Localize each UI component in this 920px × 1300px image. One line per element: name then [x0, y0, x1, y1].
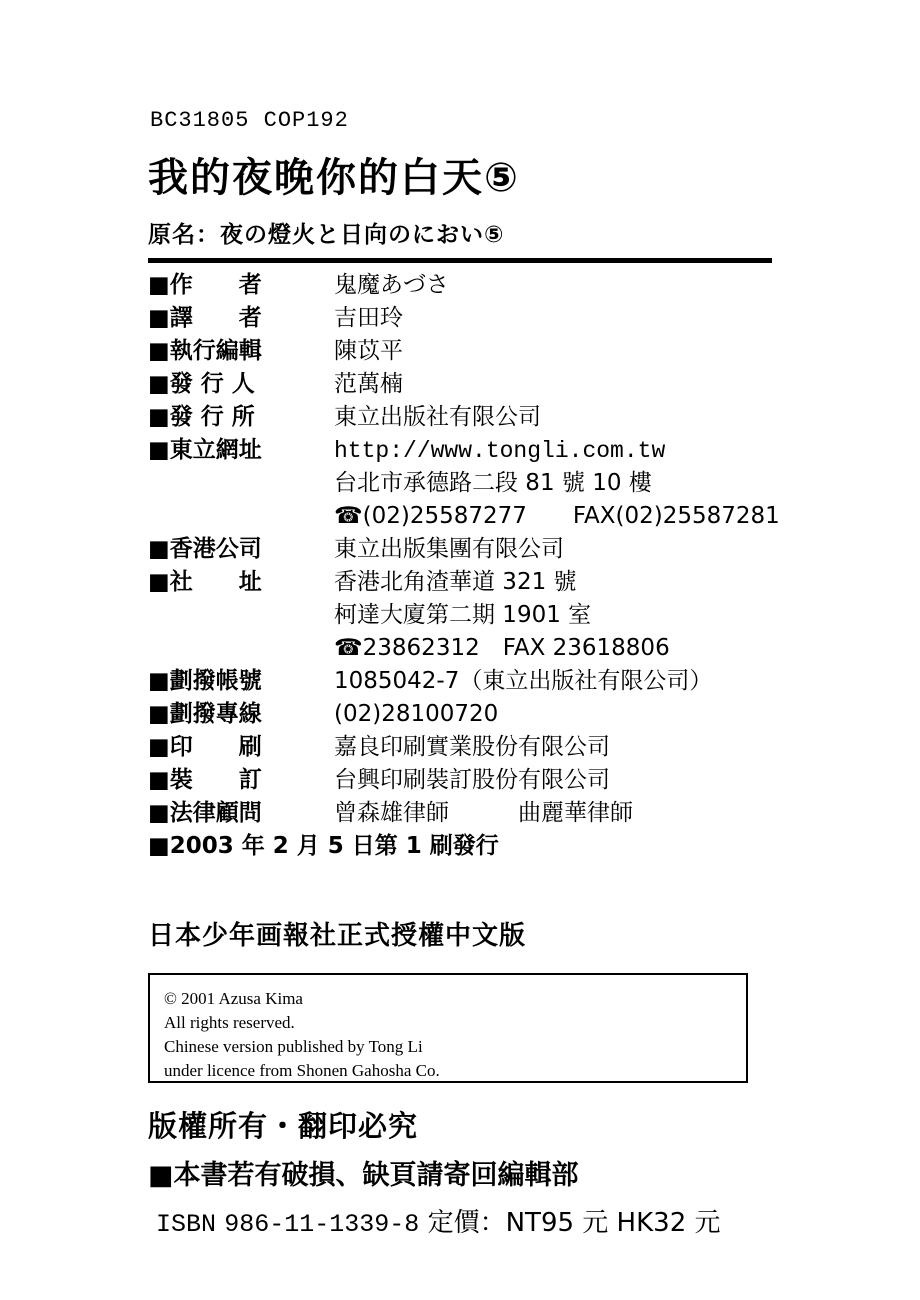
row-label: ■裝 訂	[148, 767, 262, 793]
table-row	[148, 398, 788, 431]
footer	[148, 1104, 788, 1239]
row-value: 范萬楠	[334, 371, 403, 397]
table-row-phone	[148, 497, 788, 530]
row-label: ■作 者	[148, 272, 262, 298]
hk-phone-line: ☎23862312 FAX 23618806	[334, 635, 670, 661]
table-row	[148, 695, 788, 728]
row-value: 1085042-7（東立出版社有限公司）	[334, 668, 713, 694]
price-value: NT95 元 HK32 元	[505, 1208, 721, 1238]
table-row	[148, 761, 788, 794]
table-row	[148, 794, 788, 827]
copyright-line: All rights reserved.	[164, 1013, 295, 1033]
copyright-line: Chinese version published by Tong Li	[164, 1037, 423, 1057]
copyright-line: under licence from Shonen Gahosha Co.	[164, 1061, 440, 1081]
damage-notice-line: ■本書若有破損、缺頁請寄回編輯部	[148, 1160, 579, 1191]
table-row-hk-address	[148, 596, 788, 629]
price-label: 定價：	[427, 1208, 506, 1238]
table-row-publish-date	[148, 827, 788, 860]
copyright-line: © 2001 Azusa Kima	[164, 989, 303, 1008]
table-row	[148, 662, 788, 695]
address-line: 台北市承德路二段 81 號 10 樓	[334, 470, 652, 496]
table-row	[148, 365, 788, 398]
colophon-table	[148, 266, 788, 860]
table-row	[148, 266, 788, 299]
table-row	[148, 728, 788, 761]
row-label: ■社 址	[148, 569, 262, 595]
table-row	[148, 563, 788, 596]
row-label: ■香港公司	[148, 536, 262, 562]
row-label: ■劃撥帳號	[148, 668, 262, 694]
table-row	[148, 299, 788, 332]
row-label: ■執行編輯	[148, 338, 262, 364]
catalog-code: BC31805 COP192	[150, 108, 349, 133]
licence-line: 日本少年画報社正式授權中文版	[148, 921, 527, 951]
page-title: 我的夜晚你的白天⑤	[148, 155, 520, 201]
table-row	[148, 530, 788, 563]
row-value: 吉田玲	[334, 305, 403, 331]
publish-date: ■2003 年 2 月 5 日第 1 刷發行	[148, 833, 499, 859]
table-row-address	[148, 464, 788, 497]
hk-address-line: 柯達大廈第二期 1901 室	[334, 602, 592, 628]
row-label: ■發 行 人	[148, 371, 255, 397]
divider-rule	[148, 258, 772, 263]
isbn-label: ISBN	[156, 1210, 217, 1239]
original-title: 原名：夜の燈火と日向のにおい⑤	[148, 222, 505, 248]
website-url[interactable]: http://www.tongli.com.tw	[334, 438, 666, 464]
row-label: ■發 行 所	[148, 404, 255, 430]
isbn-value: 986-11-1339-8	[224, 1210, 420, 1239]
row-value: 曾森雄律師 曲麗華律師	[334, 800, 633, 826]
row-value: (02)28100720	[334, 701, 499, 727]
table-row	[148, 332, 788, 365]
row-value: 香港北角渣華道 321 號	[334, 569, 577, 595]
phone-line: ☎(02)25587277 FAX(02)25587281	[334, 503, 780, 529]
row-value: 東立出版集團有限公司	[334, 536, 564, 562]
row-label: ■劃撥專線	[148, 701, 262, 727]
rights-reserved-line: 版權所有・翻印必究	[148, 1109, 419, 1143]
copyright-box	[148, 973, 748, 1083]
row-value: 嘉良印刷實業股份有限公司	[334, 734, 610, 760]
row-label: ■印 刷	[148, 734, 262, 760]
row-label: ■東立網址	[148, 437, 262, 463]
table-row-hk-phone	[148, 629, 788, 662]
row-value: 台興印刷裝訂股份有限公司	[334, 767, 610, 793]
row-value: 鬼魔あづさ	[334, 272, 449, 298]
table-row-website	[148, 431, 788, 464]
isbn-price-line	[156, 1202, 788, 1239]
row-value: 陳苡平	[334, 338, 403, 364]
row-value: 東立出版社有限公司	[334, 404, 541, 430]
row-label: ■譯 者	[148, 305, 262, 331]
row-label: ■法律顧問	[148, 800, 262, 826]
